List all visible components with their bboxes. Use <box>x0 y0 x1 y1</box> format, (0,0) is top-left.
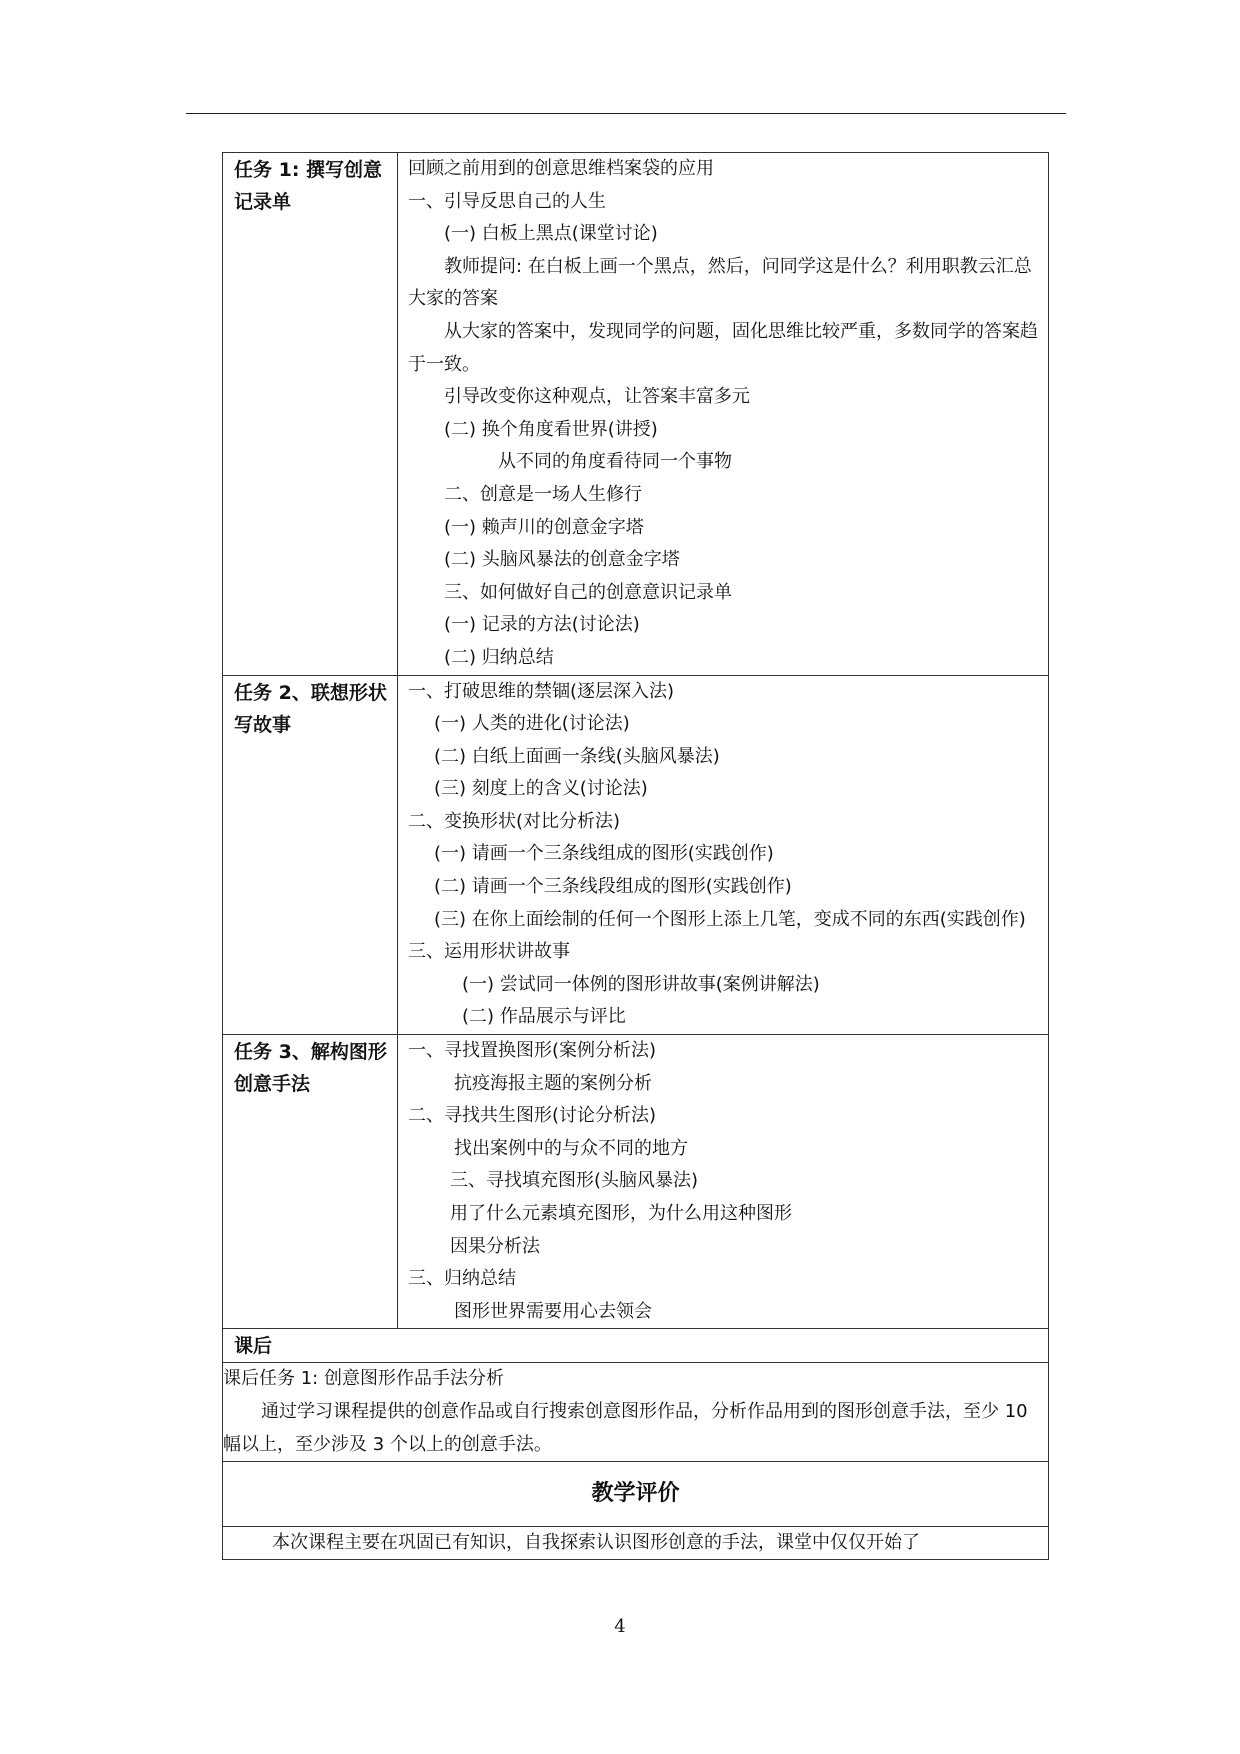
content-line: (二) 换个角度看世界(讲授) <box>444 418 658 440</box>
content-line: 抗疫海报主题的案例分析 <box>454 1072 652 1094</box>
content-line: 找出案例中的与众不同的地方 <box>454 1137 688 1159</box>
task-content-cell <box>398 675 1049 1035</box>
content-line: 二、创意是一场人生修行 <box>444 483 642 505</box>
content-line: 图形世界需要用心去领会 <box>454 1300 652 1322</box>
content-line: 因果分析法 <box>450 1235 540 1257</box>
content-line: 回顾之前用到的创意思维档案袋的应用 <box>408 158 714 179</box>
content-line: (三) 刻度上的含义(讨论法) <box>434 778 648 800</box>
content-line: 三、寻找填充图形(头脑风暴法) <box>450 1170 699 1192</box>
task-row <box>223 675 1049 1035</box>
after-class-task-body: 通过学习课程提供的创意作品或自行搜索创意图形作品，分析作品用到的图形创意手法，至少 10 幅以上，至少涉及 3 个以上的创意手法。 <box>223 1400 1028 1455</box>
content-line: 从大家的答案中，发现同学的问题，固化思维比较严重，多数同学的答案趋于一致。 <box>408 320 1038 375</box>
task-content-cell <box>398 1035 1049 1329</box>
after-class-heading-row <box>223 1329 1049 1363</box>
task-cell <box>223 1035 398 1329</box>
content-line: (二) 白纸上面画一条线(头脑风暴法) <box>434 745 720 767</box>
content-line: 从不同的角度看待同一个事物 <box>498 451 732 473</box>
page-number: 4 <box>614 1616 626 1637</box>
content-line: (二) 作品展示与评比 <box>462 1006 626 1028</box>
content-line: (三) 在你上面绘制的任何一个图形上添上几笔，变成不同的东西(实践创作) <box>434 908 1026 930</box>
content-line: (一) 请画一个三条线组成的图形(实践创作) <box>434 843 774 865</box>
task-content-cell <box>398 153 1049 676</box>
content-line: (一) 尝试同一体例的图形讲故事(案例讲解法) <box>462 973 820 995</box>
content-line: (二) 归纳总结 <box>444 646 554 668</box>
content-line: 三、如何做好自己的创意意识记录单 <box>444 581 732 603</box>
after-class-task-title: 课后任务 1: 创意图形作品手法分析 <box>223 1368 504 1390</box>
evaluation-title: 教学评价 <box>591 1481 680 1507</box>
content-line: 一、打破思维的禁锢(逐层深入法) <box>408 680 675 702</box>
content-line: (一) 赖声川的创意金字塔 <box>444 516 644 538</box>
task-rows <box>223 153 1049 1329</box>
content-line: 一、引导反思自己的人生 <box>408 190 606 212</box>
evaluation-body: 本次课程主要在巩固已有知识，自我探索认识图形创意的手法，课堂中仅仅开始了 <box>272 1532 920 1554</box>
task-label: 任务 2、联想形状写故事 <box>234 681 387 736</box>
lesson-plan-table <box>222 152 1049 1560</box>
task-cell <box>223 153 398 676</box>
content-line: 二、寻找共生图形(讨论分析法) <box>408 1105 657 1127</box>
content-line: 三、运用形状讲故事 <box>408 941 570 963</box>
content-line: 用了什么元素填充图形，为什么用这种图形 <box>450 1203 792 1224</box>
task-row <box>223 1035 1049 1329</box>
content-line: 引导改变你这种观点，让答案丰富多元 <box>444 386 750 408</box>
content-line: (二) 请画一个三条线段组成的图形(实践创作) <box>434 876 792 898</box>
content-line: (一) 人类的进化(讨论法) <box>434 713 630 735</box>
task-label: 任务 3、解构图形创意手法 <box>234 1041 387 1096</box>
content-line: (二) 头脑风暴法的创意金字塔 <box>444 549 680 571</box>
content-line: 教师提问: 在白板上画一个黑点，然后，问同学这是什么？利用职教云汇总大家的答案 <box>408 255 1032 310</box>
content-line: (一) 白板上黑点(课堂讨论) <box>444 223 658 245</box>
after-class-heading: 课后 <box>234 1335 273 1358</box>
content-line: 三、归纳总结 <box>408 1268 516 1290</box>
evaluation-body-row <box>223 1527 1049 1560</box>
header-rule <box>186 113 1066 114</box>
after-class-task-row <box>223 1363 1049 1462</box>
content-line: 二、变换形状(对比分析法) <box>408 810 621 832</box>
task-label: 任务 1: 撰写创意记录单 <box>234 159 383 213</box>
content-line: (一) 记录的方法(讨论法) <box>444 614 640 636</box>
task-row <box>223 153 1049 676</box>
evaluation-title-row <box>223 1462 1049 1527</box>
content-line: 一、寻找置换图形(案例分析法) <box>408 1040 657 1062</box>
task-cell <box>223 675 398 1035</box>
